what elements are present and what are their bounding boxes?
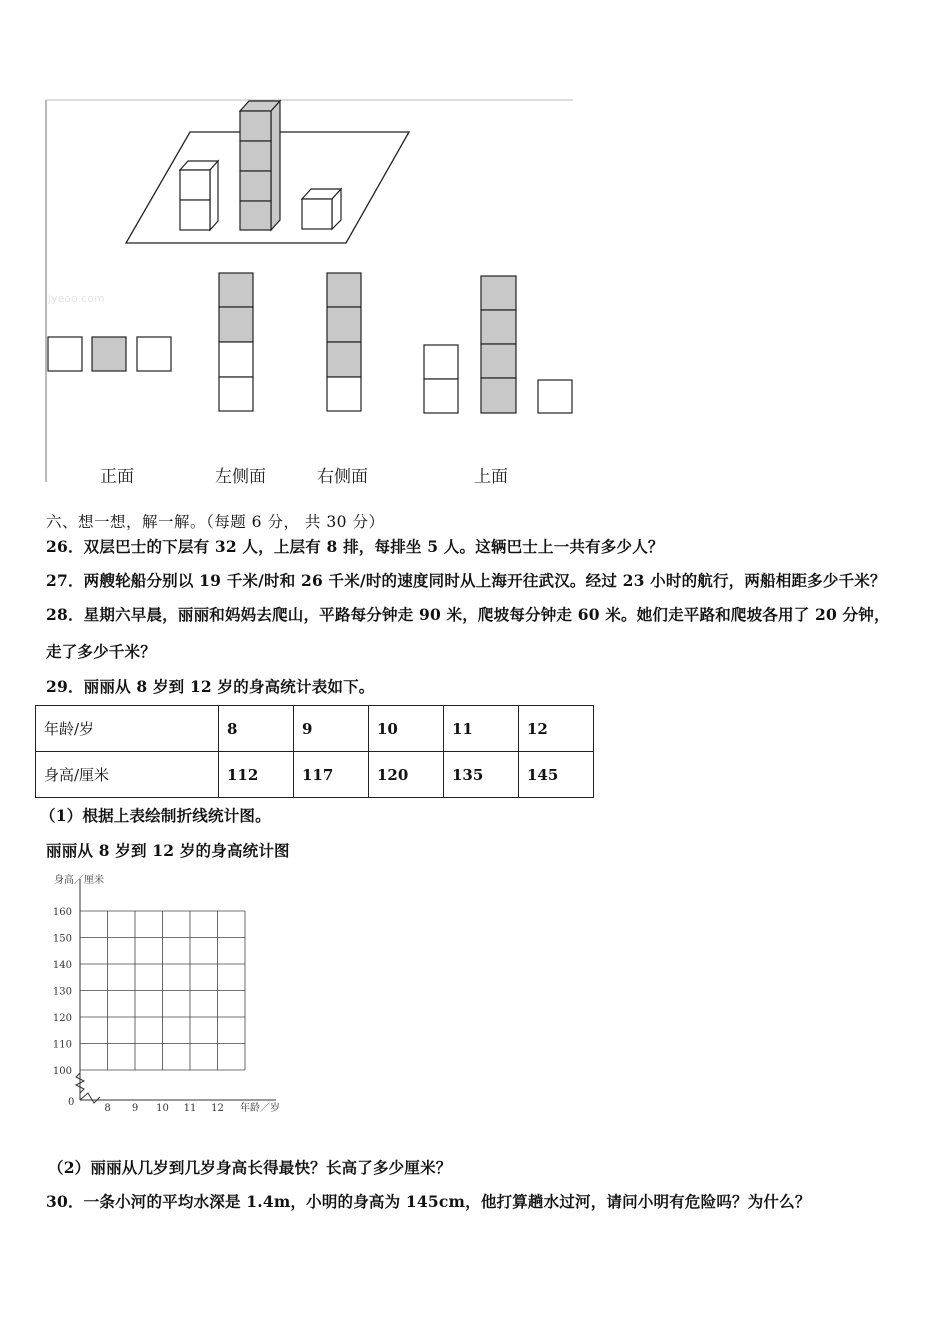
x-tick-label: 8 <box>104 1103 111 1114</box>
age-cell: 12 <box>519 706 594 752</box>
y-tick-label: 150 <box>52 933 72 945</box>
age-cell: 10 <box>369 706 444 752</box>
x-tick-label: 9 <box>131 1103 139 1114</box>
y-tick-label: 100 <box>52 1066 72 1077</box>
x-tick-label: 10 <box>156 1103 169 1114</box>
table-row-age <box>36 706 594 752</box>
watermark: jyeoo.com <box>48 292 105 305</box>
question-28: 28．星期六早晨，丽丽和妈妈去爬山，平路每分钟走 90 米，爬坡每分钟走 60 米。她们走平路和爬坡各用了 20 分钟， <box>46 605 890 624</box>
y-tick-label: 110 <box>52 1039 72 1051</box>
height-cell: 145 <box>519 752 594 798</box>
question-26: 26．双层巴士的下层有 32 人，上层有 8 排，每排坐 5 人。这辆巴士上一共有多少人？ <box>46 537 664 556</box>
front-view <box>48 337 171 371</box>
x-tick-label: 12 <box>211 1103 224 1114</box>
x-axis-title: 年龄／岁 <box>240 1103 280 1114</box>
y-tick-label: 120 <box>52 1013 72 1024</box>
height-cell: 112 <box>219 752 294 798</box>
question-28-continued: 走了多少千米？ <box>46 642 156 661</box>
cube-stack-two <box>180 161 218 230</box>
height-label: 身高/厘米 <box>36 752 219 798</box>
top-view-label: 上面 <box>474 467 508 487</box>
height-cell: 120 <box>369 752 444 798</box>
left-view <box>219 273 253 411</box>
question-27: 27．两艘轮船分别以 19 千米/时和 26 千米/时的速度同时从上海开往武汉。经过 23 小时的航行，两船相距多少千米？ <box>46 571 886 590</box>
y-tick-label: 140 <box>52 960 72 971</box>
y-axis-title: 身高／厘米 <box>54 875 104 886</box>
question-29-part-1: （1）根据上表绘制折线统计图。 <box>40 806 271 825</box>
left-view-label: 左侧面 <box>215 467 266 487</box>
height-line-chart <box>40 865 310 1125</box>
age-cell: 11 <box>444 706 519 752</box>
cube-figure <box>0 0 950 500</box>
top-view <box>424 276 572 413</box>
y-tick-label: 160 <box>52 907 72 918</box>
table-row-height <box>36 752 594 798</box>
age-cell: 8 <box>219 706 294 752</box>
section-heading: 六、想一想，解一解。（每题 6 分， 共 30 分） <box>46 513 385 531</box>
y-tick-label: 130 <box>52 986 72 998</box>
question-29-part-2: （2）丽丽从几岁到几岁身高长得最快？长高了多少厘米？ <box>48 1158 452 1177</box>
x-tick-label: 11 <box>183 1103 197 1114</box>
right-view <box>327 273 361 411</box>
age-cell: 9 <box>294 706 369 752</box>
front-view-label: 正面 <box>100 467 134 487</box>
right-view-label: 右侧面 <box>317 467 368 487</box>
chart-title: 丽丽从 8 岁到 12 岁的身高统计图 <box>46 841 290 860</box>
age-label: 年龄/岁 <box>36 706 219 752</box>
height-table <box>35 705 594 798</box>
question-29: 29．丽丽从 8 岁到 12 岁的身高统计表如下。 <box>46 677 375 696</box>
question-30: 30．一条小河的平均水深是 1.4m，小明的身高为 145cm，他打算趟水过河，请问小明有危险吗？为什么？ <box>46 1192 811 1211</box>
cube-stack-four <box>240 101 280 230</box>
origin-label: 0 <box>68 1097 75 1108</box>
height-cell: 135 <box>444 752 519 798</box>
axis-break-symbol-x <box>80 1093 100 1103</box>
cube-single <box>302 189 341 229</box>
height-cell: 117 <box>294 752 369 798</box>
